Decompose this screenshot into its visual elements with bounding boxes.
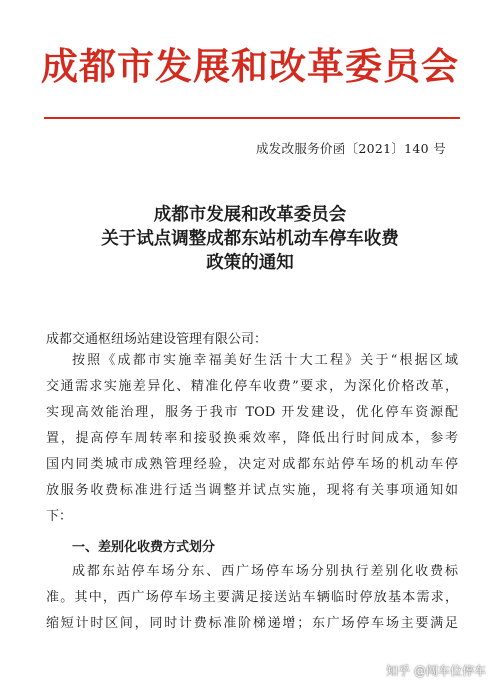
- paragraph-line: 准。其中，西广场停车场主要满足接送站车辆临时停放基本需求，: [46, 590, 458, 605]
- paragraph-intro: [46, 348, 458, 530]
- masthead-red-rule: [44, 117, 460, 119]
- paragraph-line: 置，提高停车周转率和接驳换乘效率，降低出行时间成本，参考: [46, 431, 458, 446]
- paragraph-section-1: [46, 559, 458, 637]
- paragraph-line: 放服务收费标准进行适当调整并试点实施，现将有关事项通知如: [46, 483, 458, 498]
- title-line: 成都市发展和改革委员会: [153, 205, 347, 225]
- section-heading: 一、差别化收费方式划分: [72, 540, 216, 555]
- watermark: 知乎 @闯车位停车: [386, 664, 486, 678]
- paragraph-line: 实现高效能治理，服务于我市 TOD 开发建设，优化停车资源配: [46, 405, 458, 420]
- masthead-title: 成都市发展和改革委员会: [41, 44, 459, 88]
- paragraph-line: 缩短计时区间，同时计费标准阶梯递增；东广场停车场主要满足: [46, 616, 458, 631]
- paragraph-line: 交通需求实施差异化、精准化停车收费”要求，为深化价格改革，: [46, 379, 458, 394]
- title-line: 关于试点调整成都东站机动车停车收费: [101, 229, 399, 249]
- title-line: 政策的通知: [206, 253, 294, 273]
- addressee: 成都交通枢纽场站建设管理有限公司：: [46, 332, 268, 347]
- paragraph-line: 按照《成都市实施幸福美好生活十大工程》关于“根据区域: [72, 353, 458, 368]
- document-number: 成发改服务价函〔2021〕140 号: [255, 141, 446, 156]
- paragraph-line: 国内同类城市成熟管理经验，决定对成都东站停车场的机动车停: [46, 457, 458, 472]
- paragraph-line: 成都东站停车场分东、西广场停车场分别执行差别化收费标: [72, 564, 458, 579]
- document-title: [0, 203, 500, 275]
- paragraph-line: 下：: [46, 509, 73, 524]
